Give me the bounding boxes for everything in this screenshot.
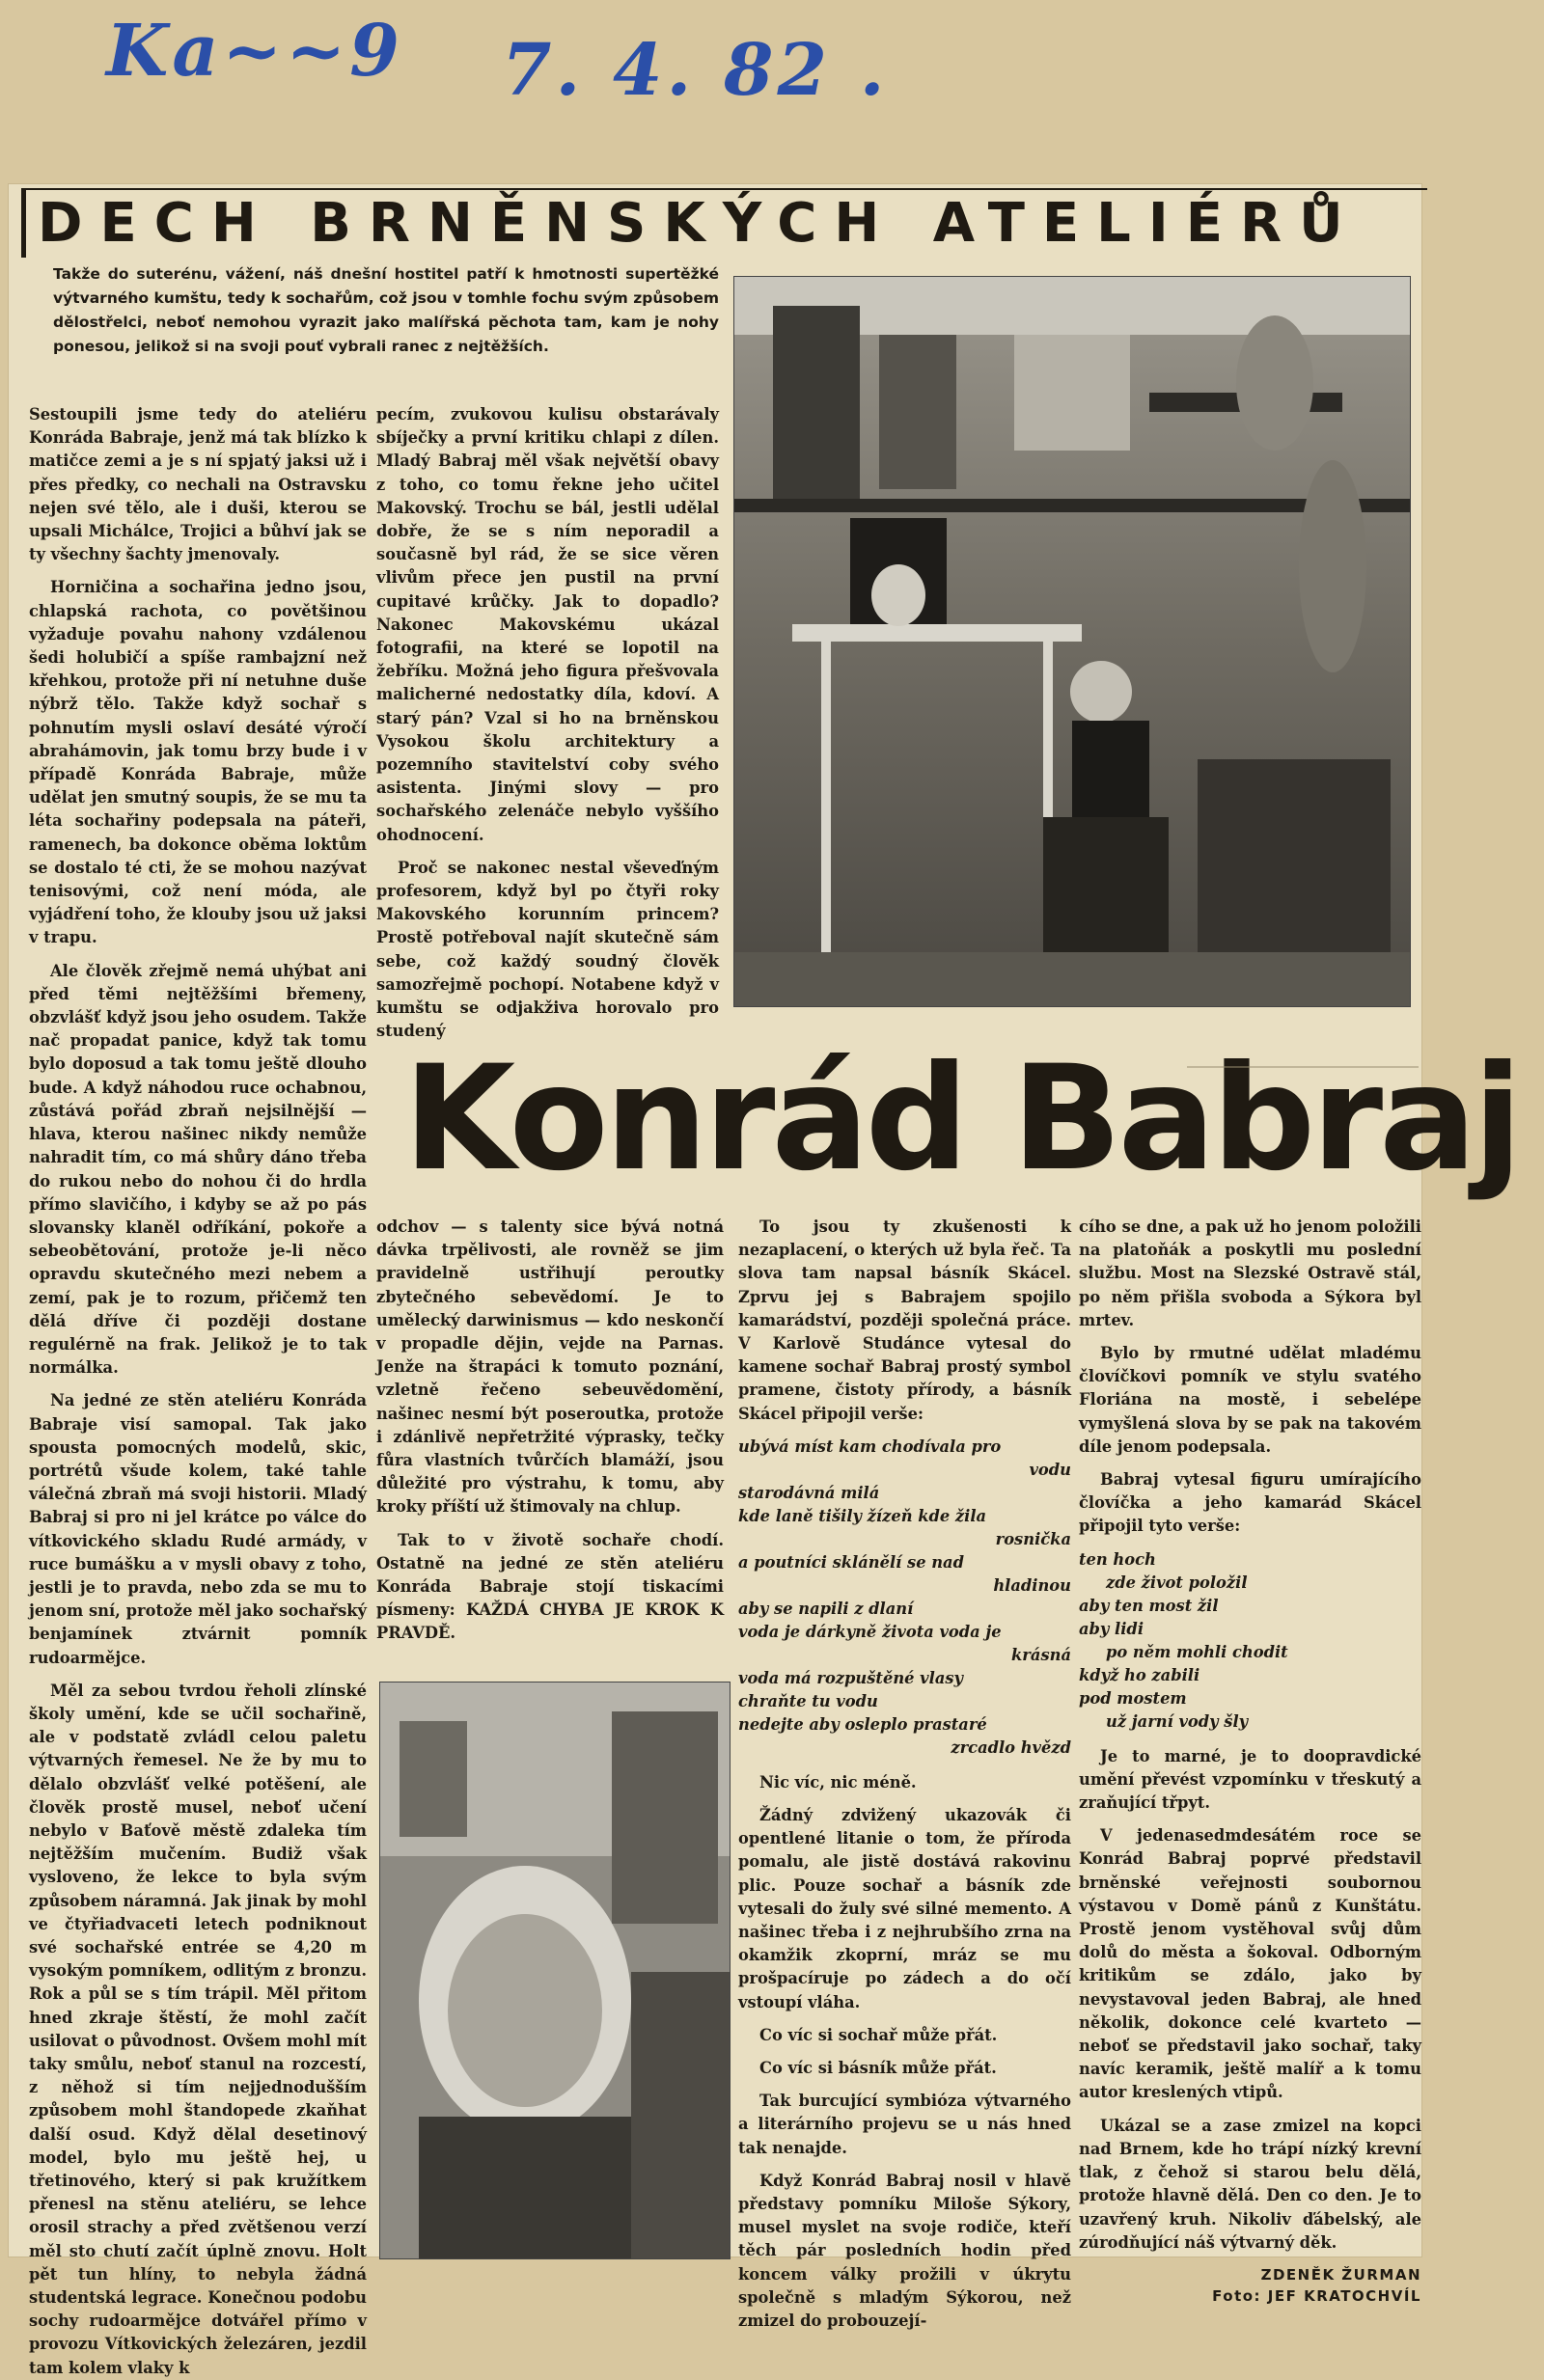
paragraph: Bylo by rmutné udělat mladému človíčkovi pomník ve stylu svatého Floriána na mostě, i sebelépe vymyšlená slova by se pak na takovém díle jenom podepsala. bbox=[1079, 1344, 1421, 1456]
paragraph: Tak burcující symbióza výtvarného a literárního projevu se u nás hned tak nenajde. bbox=[738, 2092, 1071, 2157]
poem-line: voda má rozpuštěné vlasy bbox=[738, 1668, 964, 1687]
paragraph: V jedenasedmdesátém roce se Konrád Babraj poprvé představil brněnské veřejnosti soubornou výstavou v Domě pánů z Kunštátu. Prostě jenom vystěhoval svůj dům dolů do města a šokoval. Odborným kritikům se zdálo, jako by nevystavoval jeden Babraj, ale hned několik, dokonce celé kvarteto — neboť se představil jako sochař, taky navíc keramik, ještě malíř a k tomu autor kreslených vtipů. bbox=[1079, 1826, 1421, 2102]
poem-line: kde laně tišily žízeň kde žila bbox=[738, 1506, 987, 1525]
paragraph: Proč se nakonec nestal vševeďným profesorem, když byl po čtyři roky Makovského korunním princem? Prostě potřeboval najít skutečně sám sebe, což každý soudný člověk samozřejmě pochopí. Notabene když v kumštu se odjakživa horovalo pro studený bbox=[376, 858, 719, 1041]
paragraph: Je to marné, je to doopravdické umění převést vzpomínku v třeskutý a zraňující třpyt. bbox=[1079, 1746, 1421, 1813]
poem-line: už jarní vody šly bbox=[1106, 1711, 1249, 1731]
photo-credit: Foto: JEF KRATOCHVÍL bbox=[1212, 2286, 1421, 2305]
poem-line: vodu bbox=[1029, 1460, 1071, 1479]
faint-adjacent-print bbox=[1187, 1066, 1419, 1107]
paragraph: Žádný zdvižený ukazovák či opentlené litanie o tom, že příroda pomalu, ale jistě dostává rakovinu plic. Pouze sochař a básník zde vytesali do žuly své silné memento. A našinec třeba i z nejhrubšího zrna na okamžik zkoprní, mráz se mu prošpacíruje po zádech a do očí vstoupí vláha. bbox=[738, 1806, 1071, 2011]
poem-line: rosnička bbox=[995, 1529, 1071, 1548]
column-5 bbox=[1079, 1216, 1421, 2305]
paragraph: Co víc si básník může přát. bbox=[759, 2059, 997, 2078]
paragraph: Co víc si sochař může přát. bbox=[759, 2025, 998, 2044]
poem-line: pod mostem bbox=[1079, 1688, 1187, 1708]
author-byline: ZDENĚK ŽURMAN bbox=[1260, 2265, 1421, 2284]
paragraph: Na jedné ze stěn ateliéru Konráda Babraje visí samopal. Tak jako spousta pomocných modelů, skic, portrétů všude kolem, také tahle válečná zbraň má svoji historii. Mladý Babraj si pro ni jel krátce po válce do vítkovického skladu Rudé armády, v ruce bumášku a v mysli obavy z toho, jestli je to pravda, nebo zda se mu to jenom sní, protože měl jako sochařský benjamínek ztvárnit pomník rudoarmějce. bbox=[29, 1391, 367, 1667]
poem-line: zde život položil bbox=[1106, 1573, 1248, 1592]
paragraph: odchov — s talenty sice bývá notná dávka trpělivosti, ale rovněž se jim pravidelně ustřihují peroutky zbytečného sebevědomí. Je to umělecký darwinismus — kdo neskončí v propadle dějin, vejde na Parnas. Jenže na štrapáci k tomuto poznání, vzletně řečeno sebeuvědomění, našinec nesmí být poseroutka, protože i zdánlivě nepřetržité výprasky, tečky fůra vlastních tvůrčích blamáží, jsou důležité pro výstrahu, k tomu, aby kroky příští už štimovaly na chlup. bbox=[376, 1217, 724, 1517]
paragraph: Tak to v životě sochaře chodí. Ostatně na jedné ze stěn ateliéru Konráda Babraje stojí tiskacími písmeny: KAŽDÁ CHYBA JE KROK K PRAVDĚ. bbox=[376, 1530, 724, 1643]
poem-line: hladinou bbox=[993, 1575, 1071, 1595]
poem-line: starodávná milá bbox=[738, 1483, 880, 1502]
portrait-photo-image bbox=[380, 1682, 730, 2258]
paragraph: Nic víc, nic méně. bbox=[759, 1772, 917, 1792]
poem-line: a poutníci sklánělí se nad bbox=[738, 1552, 964, 1572]
studio-photo bbox=[733, 276, 1411, 1007]
paragraph: pecím, zvukovou kulisu obstarávaly sbíječky a první kritiku chlapi z dílen. Mladý Babraj měl však největší obavy z toho, co tomu řekne jeho učitel Makovský. Trochu se bál, jestli udělal dobře, že se s ním neporadil a současně byl rád, že se sice věren vlivům přece jen pustil na první cupitavé krůčky. Jak to dopadlo? Nakonec Makovskému ukázal fotografii, na které se lopotil na žebříku. Možná jeho figura přešvovala malicherné nedostatky díla, kdoví. A starý pán? Vzal si ho na brněnskou Vysokou školu architektury a pozemního stavitelství coby svého asistenta. Jinými slovy — pro sochařského zelenáče nebylo vyššího ohodnocení. bbox=[376, 405, 719, 844]
column-4 bbox=[738, 1216, 1071, 2331]
paragraph: Ukázal se a zase zmizel na kopci nad Brnem, kde ho trápí nízký krevní tlak, z čehož si starou belu dělá, protože hlavně dělá. Den co den. Je to uzavřený kruh. Nikoliv ďábelský, ale zúrodňující náš výtvarný děk. bbox=[1079, 2116, 1421, 2252]
poem-line: zrcadlo hvězd bbox=[951, 1737, 1071, 1757]
poem-line: nedejte aby osleplo prastaré bbox=[738, 1714, 987, 1734]
handwritten-date: 7. 4. 82 . bbox=[502, 29, 889, 112]
paragraph: Horničina a sochařina jedno jsou, chlapská rachota, co povětšinou vyžaduje povahu nahony vzdálenou šedi holubičí a spíše rambajzní než křehkou, protože při ní netuhne duše nýbrž tělo. Takže když sochař s pohnutím mysli oslaví desáté výročí abrahámovin, jak tomu brzy bude i v případě Konráda Babraje, může udělat jen smutný soupis, že se mu ta léta sochařiny podepsala na páteři, ramenech, ba dokonce oběma loktům se dostalo té cti, že se mohou nazývat tenisovými, což není móda, ale vyjádření toho, že klouby jsou už jaksi v trapu. bbox=[29, 578, 367, 947]
poem-line: když ho zabili bbox=[1079, 1665, 1200, 1684]
paragraph: Sestoupili jsme tedy do ateliéru Konráda Babraje, jenž má tak blízko k matičce zemi a je s ní spjatý jaksi už i přes předky, co nechali na Ostravsku nejen své tělo, ale i duši, kterou se upsali Michálce, Trojici a bůhví jak se ty všechny šachty jmenovaly. bbox=[29, 405, 367, 564]
column-3 bbox=[376, 1216, 724, 1674]
poem-line: voda je dárkyně života voda je bbox=[738, 1622, 1002, 1641]
poem-line: aby se napili z dlaní bbox=[738, 1599, 914, 1618]
paragraph: Babraj vytesal figuru umírajícího človíčka a jeho kamarád Skácel připojil tyto verše: bbox=[1079, 1470, 1421, 1536]
article-lead: Takže do suterénu, vážení, náš dnešní hostitel patří k hmotnosti supertěžké výtvarného kumštu, tedy k sochařům, což jsou v tomhle fochu svým způsobem dělostřelci, neboť nemohou vyrazit jako malířská pěchota tam, kam je nohy ponesou, jelikož si na svoji pouť vybrali ranec z nejtěžších. bbox=[53, 265, 719, 355]
paragraph: Ale člověk zřejmě nemá uhýbat ani před těmi nejtěžšími břemeny, obzvlášť když jsou jeho osudem. Takže nač propadat panice, když tak tomu bylo doposud a tak tomu ještě dlouho bude. A když náhodou ruce ochabnou, zůstává pořád zbraň nejsilnější — hlava, kterou našinec nikdy nemůže nahradit tím, co má shůry dáno třeba do rukou nebo do nohou či do hrdla přímo slavičího, i kdyby se až po pás slovansky klaněl odříkání, pokoře a sebeobětování, protože je-li něco opravdu skutečného mezi nebem a zemí, pak je to rozum, přičemž ten dělá dříve či později dostane regulérně na frak. Jelikož je to tak normálka. bbox=[29, 961, 367, 1378]
poem-line: chraňte tu vodu bbox=[738, 1691, 878, 1710]
poem-line: ten hoch bbox=[1079, 1549, 1156, 1569]
poem-line: krásná bbox=[1011, 1645, 1071, 1664]
studio-photo-image bbox=[734, 277, 1410, 1006]
poem-line: po něm mohli chodit bbox=[1106, 1642, 1288, 1661]
poem-bridge bbox=[1079, 1548, 1421, 1734]
paragraph: Měl za sebou tvrdou řeholi zlínské školy umění, kde se učil sochařině, ale v podstatě zvládl celou paletu výtvarných řemesel. Ne že by mu to dělalo obzvlášť velké potěšení, ale člověk prostě musel, neboť učení nebylo v Baťově městě zdaleka tím nejtěžším mučením. Budiž však vysloveno, že lekce to byla svým způsobem náramná. Jak jinak by mohl ve čtyřiadvaceti letech podniknout své sochařské entrée se 4,20 m vysokým pomníkem, odlitým z bronzu. Rok a půl se s tím trápil. Měl přitom hned zkraje štěstí, že mohl začít usilovat o původnost. Ovšem mohl mít taky smůlu, neboť stanul na rozcestí, z něhož si tím nejjednodušším způsobem mohl štandopede zkaňhat další osud. Když dělal desetinový model, bylo mu ještě hej, u třetinového, který si pak kružítkem přenesl na stěnu ateliéru, se lehce orosil strachy a před zvětšenou verzí měl sto chutí začít úplně znovu. Holt pět tun hlíny, to nebyla žádná studentská legrace. Konečnou podobu sochy rudoarmějce dotvářel přímo v provozu Vítkovických železáren, jezdil tam kolem vlaky k bbox=[29, 1681, 367, 2377]
poem-line: aby ten most žil bbox=[1079, 1596, 1219, 1615]
article-title: Konrád Babraj bbox=[403, 1035, 1519, 1203]
poem-line: aby lidi bbox=[1079, 1619, 1144, 1638]
handwritten-note-left: Ka~~9 bbox=[106, 10, 403, 93]
paragraph: To jsou ty zkušenosti k nezaplacení, o kterých už byla řeč. Ta slova tam napsal básník Skácel. Zprvu jej s Babrajem spojilo kamarádství, později společná práce. V Karlově Studánce vytesal do kamene sochař Babraj prostý symbol pramene, čistoty přírody, a básník Skácel připojil verše: bbox=[738, 1217, 1071, 1423]
column-2 bbox=[376, 403, 719, 1041]
paragraph: cího se dne, a pak už ho jenom položili na platoňák a poskytli mu poslední službu. Most na Slezské Ostravě stál, po něm přišla svoboda a Sýkora byl mrtev. bbox=[1079, 1217, 1421, 1329]
column-1 bbox=[29, 403, 367, 2377]
poem-line: ubývá míst kam chodívala pro bbox=[738, 1436, 1002, 1456]
portrait-photo bbox=[379, 1682, 731, 2259]
article-header: DECH BRNĚNSKÝCH ATELIÉRŮ bbox=[21, 188, 1427, 258]
poem-water bbox=[738, 1436, 1071, 1760]
paragraph: Když Konrád Babraj nosil v hlavě představy pomníku Miloše Sýkory, musel myslet na svoje rodiče, kteří těch pár posledních hodin před koncem války prožili v úkrytu společně s mladým Sýkorou, než zmizel do probouzejí- bbox=[738, 2171, 1071, 2331]
